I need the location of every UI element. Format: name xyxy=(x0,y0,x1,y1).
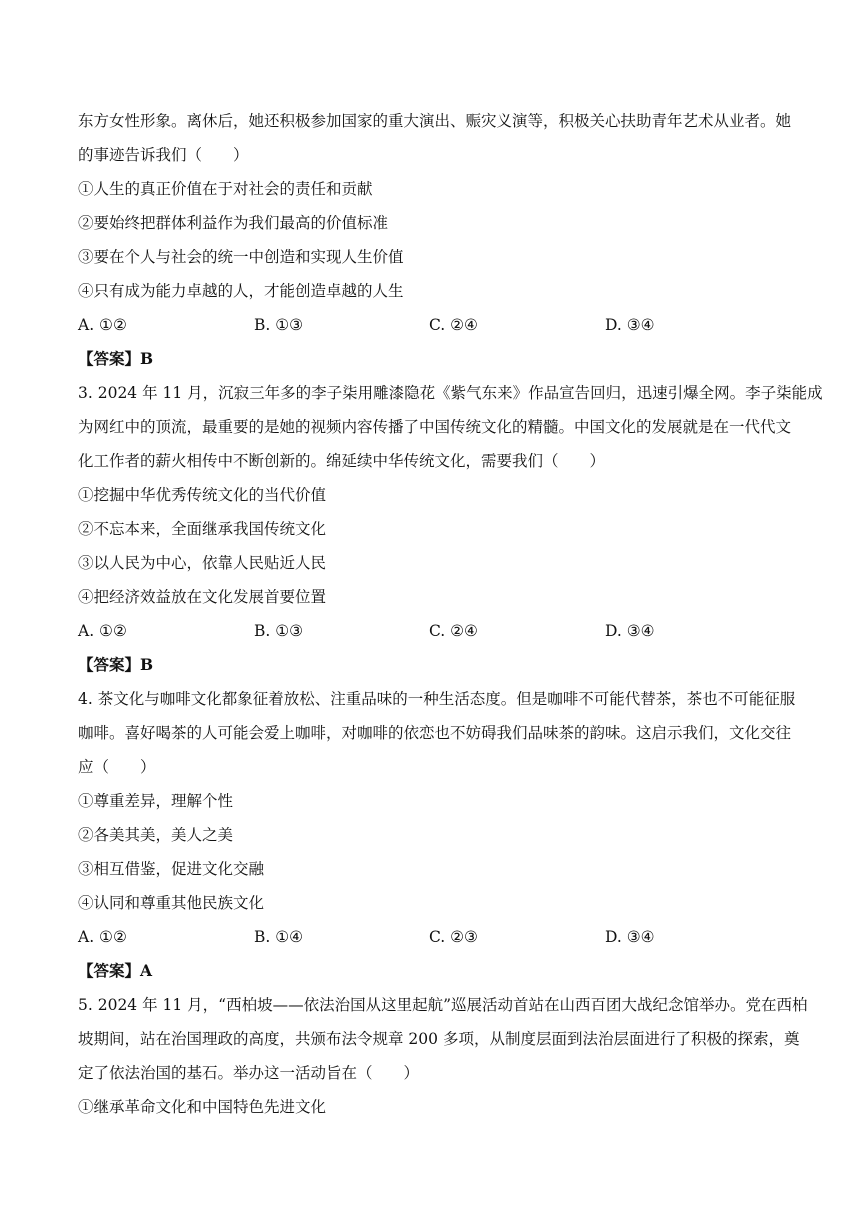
q3-statement-2: ②不忘本来，全面继承我国传统文化 xyxy=(78,520,327,538)
q3-stem-line-3: 化工作者的薪火相传中不断创新的。绵延续中华传统文化，需要我们（ ） xyxy=(78,452,606,470)
q4-statement-1: ①尊重差异，理解个性 xyxy=(78,792,234,810)
q5-statement-1: ①继承革命文化和中国特色先进文化 xyxy=(78,1098,327,1116)
q2-statement-4: ④只有成为能力卓越的人，才能创造卓越的人生 xyxy=(78,282,404,300)
q4-answer: 【答案】A xyxy=(78,961,153,980)
q4-option-a: A. ①② xyxy=(78,928,127,946)
q2-option-b: B. ①③ xyxy=(254,316,304,334)
q2-option-a: A. ①② xyxy=(78,316,127,334)
q4-option-c: C. ②③ xyxy=(429,928,478,946)
q3-stem-line-1: 3. 2024 年 11 月，沉寂三年多的李子柒用雕漆隐花《紫气东来》作品宣告回归，迅速引爆全网。李子柒能成 xyxy=(78,384,823,402)
q4-option-d: D. ③④ xyxy=(605,928,655,946)
q4-statement-2: ②各美其美，美人之美 xyxy=(78,826,234,844)
q2-option-c: C. ②④ xyxy=(429,316,478,334)
q4-statement-4: ④认同和尊重其他民族文化 xyxy=(78,894,265,912)
q5-stem-line-3: 定了依法治国的基石。举办这一活动旨在（ ） xyxy=(78,1064,420,1082)
q2-options xyxy=(78,315,798,335)
q4-statement-3: ③相互借鉴，促进文化交融 xyxy=(78,860,265,878)
q4-options xyxy=(78,927,798,947)
q2-stem-line-1: 东方女性形象。离休后，她还积极参加国家的重大演出、赈灾义演等，积极关心扶助青年艺术从业者。她 xyxy=(78,112,792,130)
q2-statement-3: ③要在个人与社会的统一中创造和实现人生价值 xyxy=(78,248,404,266)
q3-option-c: C. ②④ xyxy=(429,622,478,640)
q2-stem-line-2: 的事迹告诉我们（ ） xyxy=(78,146,249,164)
q3-option-d: D. ③④ xyxy=(605,622,655,640)
q2-statement-2: ②要始终把群体利益作为我们最高的价值标准 xyxy=(78,214,389,232)
q2-option-d: D. ③④ xyxy=(605,316,655,334)
q3-option-b: B. ①③ xyxy=(254,622,304,640)
q3-stem-line-2: 为网红中的顶流，最重要的是她的视频内容传播了中国传统文化的精髓。中国文化的发展就是在一代代文 xyxy=(78,418,792,436)
q4-stem-line-1: 4. 茶文化与咖啡文化都象征着放松、注重品味的一种生活态度。但是咖啡不可能代替茶，茶也不可能征服 xyxy=(78,690,796,708)
q2-statement-1: ①人生的真正价值在于对社会的责任和贡献 xyxy=(78,180,373,198)
q3-statement-1: ①挖掘中华优秀传统文化的当代价值 xyxy=(78,486,327,504)
q3-option-a: A. ①② xyxy=(78,622,127,640)
q2-answer: 【答案】B xyxy=(78,349,154,368)
q4-stem-line-2: 咖啡。喜好喝茶的人可能会爱上咖啡，对咖啡的依恋也不妨碍我们品味茶的韵味。这启示我们，文化交往 xyxy=(78,724,792,742)
q4-option-b: B. ①④ xyxy=(254,928,304,946)
q5-stem-line-2: 坡期间，站在治国理政的高度，共颁布法令规章 200 多项，从制度层面到法治层面进行了积极的探索，奠 xyxy=(78,1030,800,1048)
q3-answer: 【答案】B xyxy=(78,655,154,674)
q3-options xyxy=(78,621,798,641)
q4-stem-line-3: 应（ ） xyxy=(78,758,156,776)
q3-statement-3: ③以人民为中心，依靠人民贴近人民 xyxy=(78,554,327,572)
q3-statement-4: ④把经济效益放在文化发展首要位置 xyxy=(78,588,327,606)
q5-stem-line-1: 5. 2024 年 11 月，“西柏坡——依法治国从这里起航”巡展活动首站在山西百团大战纪念馆举办。党在西柏 xyxy=(78,996,808,1014)
